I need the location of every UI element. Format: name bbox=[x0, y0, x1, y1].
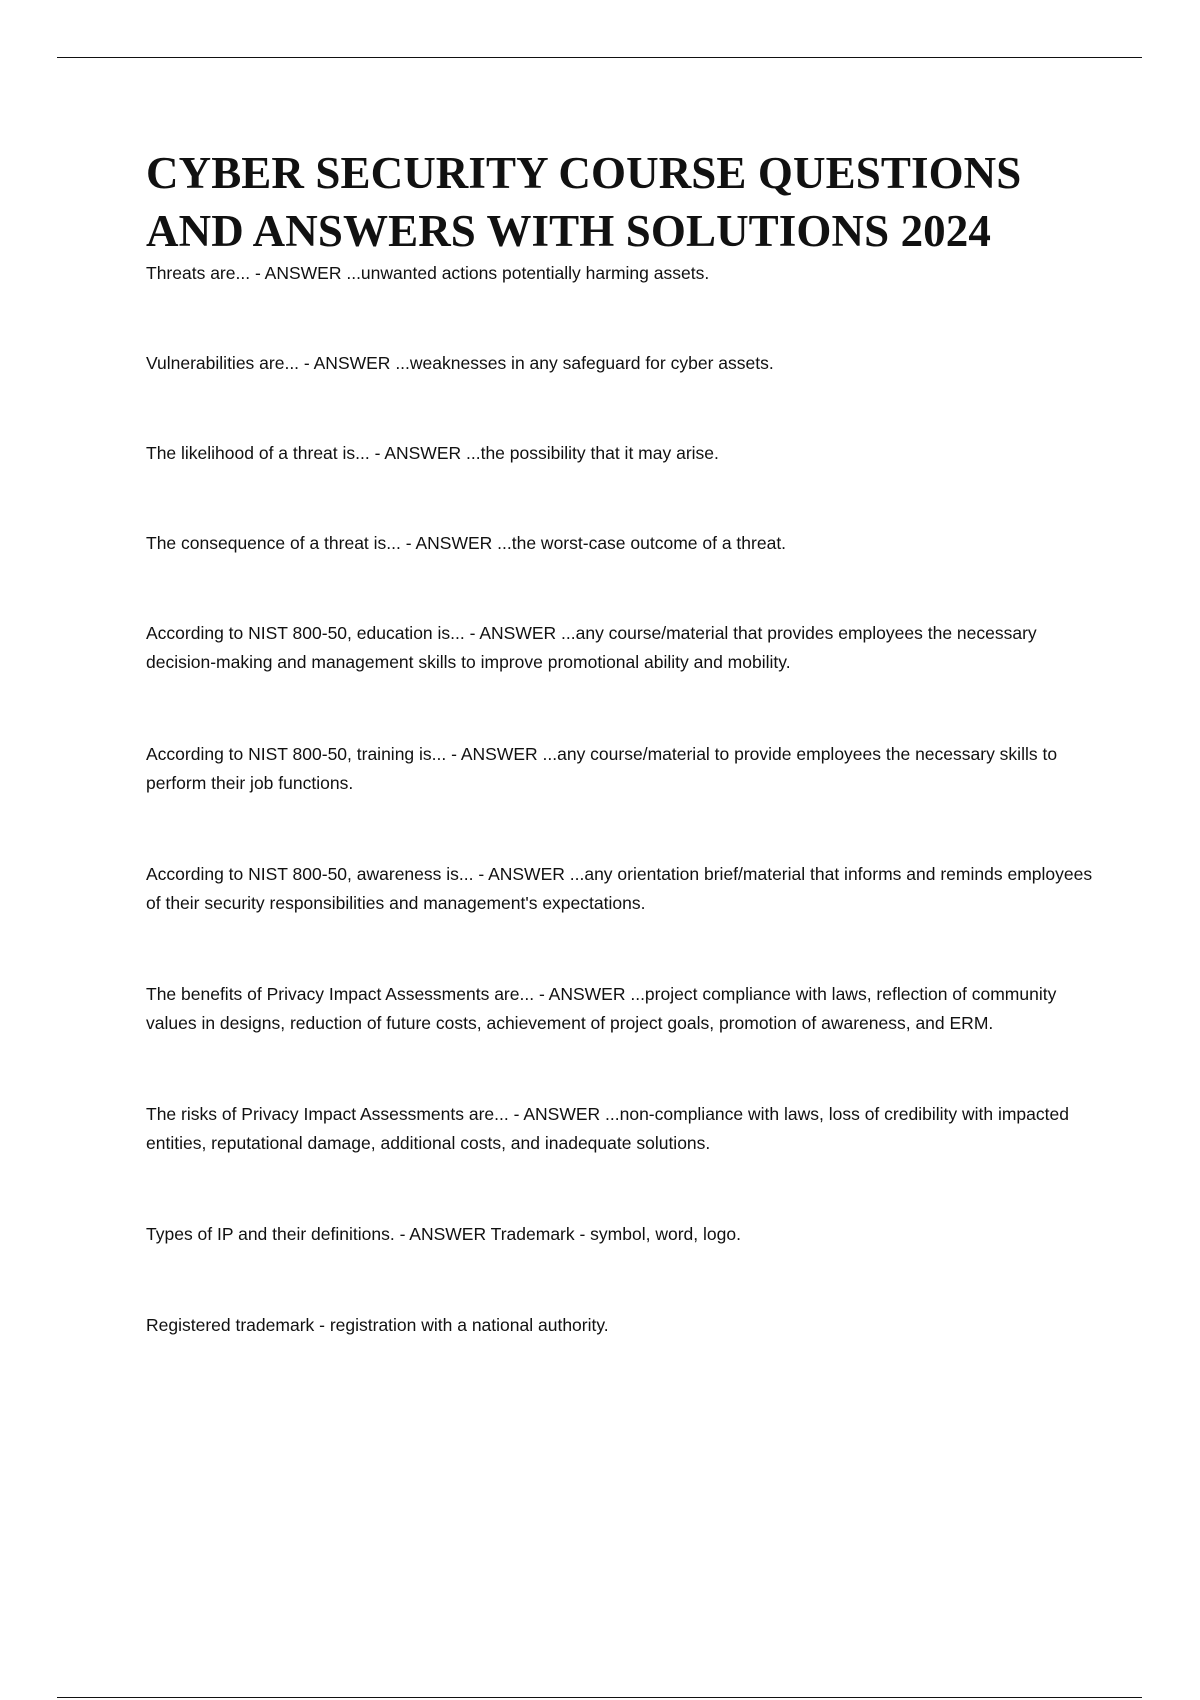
answer-separator: - ANSWER bbox=[508, 1104, 606, 1124]
answer-separator: - ANSWER bbox=[473, 864, 570, 884]
title-line-2: AND ANSWERS WITH SOLUTIONS 2024 bbox=[146, 206, 991, 256]
question-text: The risks of Privacy Impact Assessments are... bbox=[146, 1104, 509, 1124]
qa-item bbox=[146, 1100, 1096, 1158]
question-text: According to NIST 800-50, training is... bbox=[146, 744, 447, 764]
qa-item bbox=[146, 619, 1096, 677]
question-text: The benefits of Privacy Impact Assessments are... bbox=[146, 984, 535, 1004]
qa-item bbox=[146, 349, 1096, 378]
answer-text: Trademark - symbol, word, logo. bbox=[490, 1224, 741, 1244]
qa-item bbox=[146, 740, 1096, 798]
bottom-rule bbox=[57, 1697, 1142, 1698]
question-text: Vulnerabilities are... bbox=[146, 353, 300, 373]
answer-separator: - ANSWER bbox=[400, 533, 498, 553]
answer-separator: - ANSWER bbox=[534, 984, 631, 1004]
qa-item bbox=[146, 860, 1096, 918]
answer-text: ...any course/material to provide employees the necessary skills to perform their job functions. bbox=[146, 744, 1058, 793]
qa-item-continuation bbox=[146, 1311, 1096, 1340]
page-title bbox=[146, 144, 1136, 260]
question-text: According to NIST 800-50, awareness is... bbox=[146, 864, 474, 884]
answer-separator: - ANSWER bbox=[464, 623, 562, 643]
answer-text: ...project compliance with laws, reflection of community values in designs, reduction of future costs, achievement of project goals, promotion of awareness, and ERM. bbox=[146, 984, 1057, 1033]
answer-text: ...weaknesses in any safeguard for cyber assets. bbox=[395, 353, 774, 373]
top-rule bbox=[57, 57, 1142, 58]
answer-separator: - ANSWER bbox=[299, 353, 396, 373]
qa-list bbox=[146, 259, 1096, 1340]
answer-text: ...any course/material that provides employees the necessary decision-making and management skills to improve promotional ability and mobility. bbox=[146, 623, 1037, 672]
qa-item bbox=[146, 1220, 1096, 1249]
qa-item bbox=[146, 259, 1096, 288]
question-text: Threats are... bbox=[146, 263, 251, 283]
answer-text: ...non-compliance with laws, loss of credibility with impacted entities, reputational damage, additional costs, and inadequate solutions. bbox=[146, 1104, 1069, 1153]
question-text: The likelihood of a threat is... bbox=[146, 443, 370, 463]
qa-item bbox=[146, 529, 1096, 558]
qa-item bbox=[146, 439, 1096, 468]
question-text: The consequence of a threat is... bbox=[146, 533, 401, 553]
answer-text: ...the possibility that it may arise. bbox=[466, 443, 719, 463]
answer-separator: - ANSWER bbox=[369, 443, 466, 463]
answer-text: ...unwanted actions potentially harming assets. bbox=[346, 263, 710, 283]
answer-separator: - ANSWER bbox=[250, 263, 347, 283]
question-text: According to NIST 800-50, education is... bbox=[146, 623, 465, 643]
answer-separator: - ANSWER bbox=[394, 1224, 491, 1244]
answer-separator: - ANSWER bbox=[446, 744, 543, 764]
question-text: Types of IP and their definitions. bbox=[146, 1224, 395, 1244]
title-line-1: CYBER SECURITY COURSE QUESTIONS bbox=[146, 148, 1022, 198]
continuation-text: Registered trademark - registration with a national authority. bbox=[146, 1315, 609, 1335]
answer-text: ...the worst-case outcome of a threat. bbox=[497, 533, 787, 553]
answer-text: ...any orientation brief/material that informs and reminds employees of their security responsibilities and management's expectations. bbox=[146, 864, 1093, 913]
qa-item bbox=[146, 980, 1096, 1038]
